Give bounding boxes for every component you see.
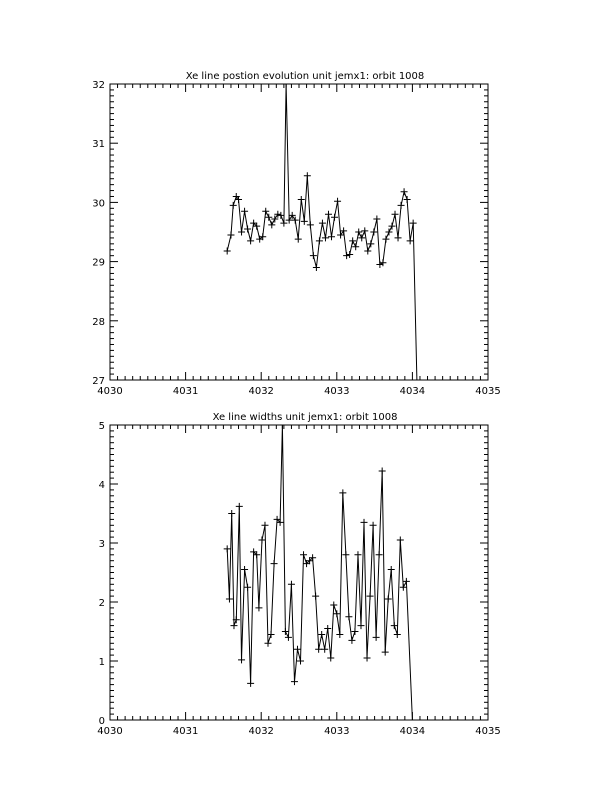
data-point-marker: [294, 646, 301, 653]
data-point-marker: [228, 510, 235, 517]
data-point-marker: [297, 658, 304, 665]
data-point-marker: [292, 217, 299, 224]
plot-frame: [110, 425, 488, 720]
x-tick-label: 4032: [248, 386, 274, 397]
y-tick-label: 2: [98, 598, 105, 609]
data-point-marker: [331, 214, 338, 221]
data-point-marker: [342, 551, 349, 558]
data-point-marker: [370, 229, 377, 236]
chart-title: Xe line widths unit jemx1: orbit 1008: [212, 412, 398, 423]
data-point-marker: [370, 522, 377, 529]
data-point-marker: [367, 593, 374, 600]
data-point-marker: [343, 252, 350, 259]
data-point-marker: [236, 503, 243, 510]
data-point-marker: [346, 251, 353, 258]
data-point-marker: [271, 215, 278, 222]
data-point-marker: [295, 236, 302, 243]
data-point-marker: [382, 649, 389, 656]
data-point-marker: [391, 622, 398, 629]
data-point-marker: [376, 261, 383, 268]
data-point-marker: [316, 237, 323, 244]
data-point-marker: [300, 551, 307, 558]
x-tick-label: 4030: [97, 386, 123, 397]
data-point-marker: [286, 217, 293, 224]
data-point-marker: [345, 613, 352, 620]
data-point-marker: [325, 211, 332, 218]
data-point-marker: [357, 622, 364, 629]
data-point-marker: [385, 596, 392, 603]
data-point-marker: [321, 646, 328, 653]
x-tick-label: 4030: [97, 726, 123, 737]
data-point-marker: [265, 640, 272, 647]
data-point-marker: [367, 240, 374, 247]
data-point-marker: [336, 631, 343, 638]
data-point-marker: [224, 545, 231, 552]
data-point-marker: [318, 631, 325, 638]
data-point-marker: [361, 519, 368, 526]
y-tick-label: 29: [92, 257, 105, 269]
data-point-marker: [271, 560, 278, 567]
data-point-marker: [361, 227, 368, 234]
data-point-marker: [289, 212, 296, 219]
data-point-marker: [312, 593, 319, 600]
data-point-marker: [398, 202, 405, 209]
data-point-marker: [373, 634, 380, 641]
x-tick-label: 4034: [399, 386, 426, 397]
data-point-marker: [291, 678, 298, 685]
data-point-marker: [227, 231, 234, 238]
data-point-marker: [247, 237, 254, 244]
data-point-marker: [285, 634, 292, 641]
data-point-marker: [282, 628, 289, 635]
data-point-marker: [322, 234, 329, 241]
data-point-marker: [224, 247, 231, 254]
y-tick-label: 5: [98, 421, 105, 432]
data-point-marker: [388, 223, 395, 230]
data-point-marker: [358, 234, 365, 241]
series-line: [227, 425, 412, 720]
data-point-marker: [328, 233, 335, 240]
x-tick-label: 4033: [324, 726, 350, 737]
data-point-marker: [288, 581, 295, 588]
x-tick-label: 4032: [248, 726, 274, 737]
data-point-marker: [247, 680, 254, 687]
y-tick-label: 32: [92, 80, 105, 91]
data-point-marker: [301, 218, 308, 225]
data-point-marker: [241, 566, 248, 573]
y-tick-label: 4: [98, 480, 105, 491]
x-tick-label: 4034: [399, 726, 426, 737]
y-tick-label: 3: [98, 539, 105, 550]
data-point-marker: [400, 584, 407, 591]
data-point-marker: [395, 234, 402, 241]
data-point-marker: [354, 551, 361, 558]
data-point-marker: [268, 221, 275, 228]
y-tick-label: 31: [92, 139, 105, 151]
data-point-marker: [349, 237, 356, 244]
data-point-marker: [334, 198, 341, 205]
x-tick-label: 4031: [172, 726, 199, 737]
data-point-marker: [274, 211, 281, 218]
data-layer: [224, 422, 413, 721]
data-point-marker: [277, 212, 284, 219]
data-point-marker: [352, 243, 359, 250]
data-point-marker: [373, 215, 380, 222]
x-tick-label: 4035: [475, 726, 501, 737]
data-point-marker: [280, 220, 287, 227]
data-point-marker: [319, 220, 326, 227]
data-point-marker: [382, 236, 389, 243]
data-point-marker: [364, 655, 371, 662]
data-point-marker: [348, 637, 355, 644]
data-point-marker: [268, 631, 275, 638]
data-point-marker: [261, 522, 268, 529]
data-point-marker: [388, 566, 395, 573]
data-point-marker: [258, 537, 265, 544]
data-point-marker: [304, 172, 311, 179]
data-point-marker: [385, 229, 392, 236]
data-point-marker: [379, 468, 386, 475]
data-point-marker: [392, 211, 399, 218]
data-point-marker: [337, 231, 344, 238]
data-point-marker: [244, 226, 251, 233]
data-point-marker: [355, 229, 362, 236]
data-point-marker: [394, 631, 401, 638]
y-tick-label: 30: [92, 198, 105, 210]
data-point-marker: [262, 208, 269, 215]
data-point-marker: [330, 601, 337, 608]
y-tick-label: 28: [92, 316, 105, 328]
data-point-marker: [230, 202, 237, 209]
data-point-marker: [351, 628, 358, 635]
data-point-marker: [255, 604, 262, 611]
data-point-marker: [333, 610, 340, 617]
x-tick-label: 4033: [324, 386, 350, 397]
chart-line-position: [92, 71, 500, 397]
data-point-marker: [313, 264, 320, 271]
data-point-marker: [397, 537, 404, 544]
data-point-marker: [298, 196, 305, 203]
data-point-marker: [324, 625, 331, 632]
y-tick-label: 27: [92, 376, 105, 387]
data-point-marker: [407, 237, 414, 244]
data-point-marker: [410, 220, 417, 227]
data-point-marker: [404, 196, 411, 203]
data-point-marker: [339, 489, 346, 496]
data-point-marker: [401, 188, 408, 195]
data-point-marker: [310, 252, 317, 259]
data-point-marker: [241, 208, 248, 215]
data-layer: [224, 81, 417, 381]
data-point-marker: [315, 646, 322, 653]
data-point-marker: [226, 596, 233, 603]
data-point-marker: [379, 259, 386, 266]
chart-title: Xe line postion evolution unit jemx1: orbit 1008: [185, 71, 425, 82]
data-point-marker: [403, 578, 410, 585]
x-tick-label: 4031: [172, 386, 199, 397]
data-point-marker: [307, 221, 314, 228]
data-point-marker: [376, 551, 383, 558]
data-point-marker: [364, 247, 371, 254]
data-point-marker: [238, 656, 245, 663]
data-point-marker: [244, 584, 251, 591]
data-point-marker: [340, 227, 347, 234]
y-tick-label: 0: [98, 716, 105, 727]
x-tick-label: 4035: [475, 386, 501, 397]
data-point-marker: [327, 655, 334, 662]
data-point-marker: [265, 214, 272, 221]
y-tick-label: 1: [98, 657, 105, 668]
chart-line-widths: [97, 412, 500, 737]
data-point-marker: [238, 229, 245, 236]
